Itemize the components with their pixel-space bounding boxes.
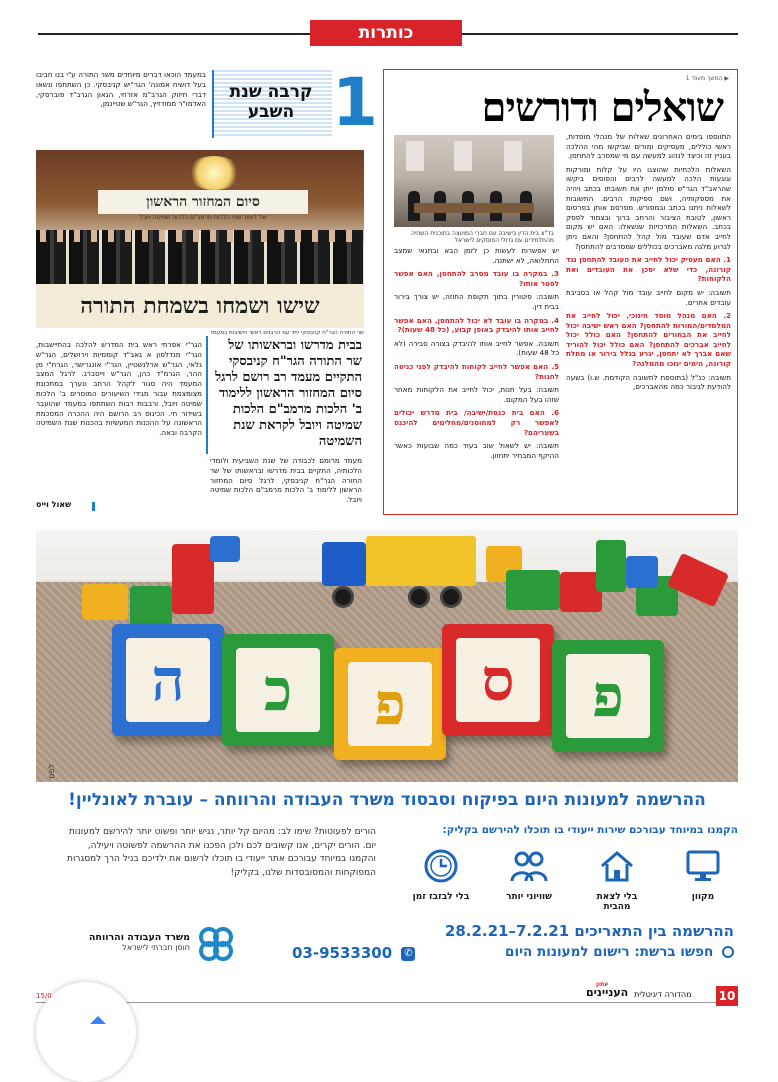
qa-right-column — [566, 132, 731, 396]
phone-icon: ✆ — [401, 947, 415, 961]
edition-label: מהדורה דיגיטלית — [634, 990, 692, 999]
page-number: 10 — [716, 986, 738, 1006]
block-letter: כ — [236, 648, 320, 732]
event-photo-caption: שר התורה הגר"ח קניבסקי יחד עם הרבנים ראשי הישיבות במעמד — [209, 330, 364, 336]
ministry-slogan: חוסן חברתי לישראל — [122, 943, 190, 952]
section-tab: כותרות — [310, 20, 462, 46]
letter-block — [334, 648, 446, 760]
question-2: 2. האם מנהל מוסד חינוכי, יכול לחייב את המלמדים/המורות להתחסן? האם ראש ישיבה יכול לחייב את הבחורים להתחסן? האם כולל יכול לחייב אברכים להתחסן? האם כולל יכול להוריד שאם אברך לא יתחסן, יגרע בגלל בירור או מחלת קורונה, הימים יגוכו מהמלגה? — [566, 311, 731, 369]
toy-truck-cab — [322, 542, 366, 586]
artist-signature: לפס — [46, 764, 56, 779]
photo-window — [504, 141, 522, 171]
letter-block — [112, 624, 224, 736]
feature-online — [668, 846, 738, 902]
block-letter: ס — [456, 638, 540, 722]
home-icon — [597, 846, 637, 886]
question-5: 5. האם אפשר לחייב לקוחות להיבדק לפני כניסה לחנות? — [394, 361, 559, 381]
answer-4: תשובה. אפשר לחייב אותו להיבדק בצורה סבירה (לא כל 48 שעות). — [394, 338, 559, 358]
toy-block-green — [506, 570, 560, 610]
block-letter: פ — [566, 654, 650, 738]
ad-parents-text: הורים לפעוטות? שימו לב: מהיום קל יותר, נגיש יותר ופשוט יותר להירשם למעונות יום. הורים יקרים, אנו קשובים לכם ולכן הפכנו את ההרשמה לפשוטה ויעילה, והקמנו במיוחד עבורכם אתר ייעודי בו תוכלו לרשום את ילדיכם בניל הרך למסגרות המפוקחות והמסובסדות שלנו, בקליק! — [67, 827, 376, 878]
question-3: 3. במקרה בו עובד מסרב להתחסן, האם אפשר לפטר אותו? — [394, 269, 559, 288]
people-icon — [509, 846, 549, 886]
photo-window — [454, 141, 472, 171]
footer-date: 15/0 — [36, 992, 52, 1000]
siyum-event-photo — [36, 150, 364, 328]
article-number: 1 — [332, 64, 378, 141]
article-intro: במעמד הוכאו דברים מיוחדים משר התורה ע"י בנו חביבו בעל דושיח אמונה' הגר"יש קניבסקי. כן השתתפו ונשאו דברי חיזוק הגרב"מ אזרחי, הגאון הגרב"ד פוברסקי, האדמו"ר ממודזיץ, הגר"ש שטיינמן, — [36, 70, 206, 109]
toy-block-yellow — [82, 584, 128, 620]
chandelier — [186, 156, 242, 190]
ad-toys-photo — [36, 530, 738, 782]
crowd-faces — [36, 230, 364, 242]
event-banner-title: סיום המחזור הראשון — [98, 190, 308, 214]
search-icon — [722, 946, 734, 958]
qa-article-box — [383, 69, 738, 515]
ad-subhead: הקמנו במיוחד עבורכם שירות ייעודי בו תוכלו להירשם בקליק: — [442, 824, 738, 836]
photo-window — [406, 141, 424, 171]
block-letter: פ — [348, 662, 432, 746]
paper-name: העניינים — [586, 986, 629, 999]
quote-bar — [206, 336, 208, 454]
question-4: 4. במקרה בו עובד לא יכול להתחסן, האם אפשר לחייב אותו להיבדק באופן קבוע, (כל 48 שעות)? — [394, 315, 559, 335]
answer-1: תשובה: יש מקום לחייב עובד מול קהל או בסביבת עובדים אחרים. — [566, 287, 731, 307]
answer-5: תשובה: בעל חנות, יכול לחייב את הלקוחות מאחר שזהו בעל המקום. — [394, 385, 559, 404]
question-6: 6. האם בית כנסת/ישיבה/ בית מדרש יכולים לאפשר רק למחוסנים/מחלימים להיכנס בשעריהם? — [394, 408, 559, 437]
search-instruction — [396, 944, 734, 960]
search-text: חפשו ברשת: רישום למעונות היום — [505, 944, 714, 960]
continued-note: ▶ המשך מעמ' 1 — [685, 75, 729, 82]
qa-paragraph: יש אפשרות לעשות כן לזמן הבא ובתנאי שמצב התחלואה, לא ישתנה. — [394, 246, 559, 265]
toy-block-blue — [626, 556, 658, 588]
letter-block — [442, 624, 554, 736]
ad-features — [396, 846, 738, 912]
truck-wheel — [332, 586, 354, 608]
ministry-name-block — [60, 932, 190, 952]
block-letter: ה — [126, 638, 210, 722]
ad-headline: ההרשמה למעונות היום בפיקוח וסבסוד משרד העבודה והרווחה – עוברת לאונליין! — [68, 790, 706, 810]
question-1: 1. האם מעסיק יכול לחייב את העובד להתחסן נגד קורונה, כדי שלא יסכן את העובדים ואת הלקוחות? — [566, 255, 731, 284]
feature-from-home — [582, 846, 652, 912]
qa-headline: שואלים ודורשים — [481, 84, 723, 131]
qa-paragraph: השאלות הלכתיות שהוצגו היו על קלות ומורקות וגוגעות הלכה למעשה לרבים והפוסים ביקשו שהראב"ד הגר"ש סולמן ייתן את תשובתו בכתב ויהיה את מספקותיה, ושם ספיקות הרבים. התשובות לשאלות ניתנו בכתב ובמפורש. מפרסם אותן בפרסום ראשון, לטובת הציבור והרחב ברוך ובצמוד לפסק בכתב. השאלות המרכזיות שנשאלו: האם יש מקום לחייב אדם שעובד מול קהל להתחסן? והאם ניתן לגרוע מלגה מאברכים בכוללים שמסרבים להתחסן? — [566, 164, 731, 251]
ministry-logo-icon — [196, 924, 236, 964]
monitor-icon — [683, 846, 723, 886]
feature-label: בלי לצאת מהבית — [596, 892, 638, 912]
registration-dates: ההרשמה בין התאריכים 7.2.21–28.2.21 — [444, 922, 734, 940]
toy-block-green — [596, 540, 626, 592]
feature-equal — [494, 846, 564, 902]
feature-label: שוויוני יותר — [506, 892, 552, 902]
qa-paragraph: התווספו בימים האחרונים שאלות של מנהלי מוסדות, ראשי כוללים, מעסיקים ומורים שביקשו מהי ההלכה בעניין זה וכיצד לנהוג למעשה עם מי שמסרב להתחסן. — [566, 132, 731, 161]
phone-text: 03-9533300 — [292, 944, 393, 962]
paper-superscript: עתון — [596, 981, 609, 988]
toy-block-green — [130, 586, 172, 626]
truck-wheel — [408, 586, 430, 608]
rabbis-meeting-photo — [394, 135, 554, 227]
truck-wheel — [440, 586, 462, 608]
up-arrow-icon[interactable] — [90, 1016, 106, 1024]
toy-truck-bed — [366, 536, 476, 586]
letter-block — [552, 640, 664, 752]
event-banner-subtitle: של לימוד שתי הלכות מרמב"ם הלכות שמיטה ויובל — [139, 214, 267, 221]
phone-number[interactable] — [292, 944, 415, 962]
article-lead-quote: בבית מדרשו ובראשותו של שר התורה הגר"ח קניבסקי התקיים מעמד רב רושם לרגל סיום המחזור הראשון ללימוד ב' הלכות מרמב"ם הלכות שמיטה ויובל לקראת שנת השמיטה — [215, 338, 362, 449]
ministry-name: משרד העבודה והרווחה — [88, 932, 190, 943]
letter-block — [222, 634, 334, 746]
article-headline: קרבה שנת השבע — [229, 82, 313, 122]
toy-block-red — [172, 544, 214, 614]
clock-icon — [421, 846, 461, 886]
event-banner-bottom: שישו ושמחו בשמחת התורה — [36, 284, 364, 328]
footer-rule — [36, 1002, 738, 1003]
answer-2: תשובה: כנ"ל (בתוספת לתשובה הקודמת. ש.ו) בשעה להודעת לגיבור כמה מהאברכים, — [566, 372, 731, 392]
feature-label: בלי לבזבז זמן — [412, 892, 470, 902]
toy-block-blue — [210, 536, 240, 562]
qa-photo-caption: בד"צ בית הדין בישיבה עם חברי המועצה בתוכנית השחיה מהתלמידים עם גדולי הפוסקים לישראל — [410, 230, 554, 244]
article-body-left: הגר"י אפרתי ראש בית המדרש להלכה בהתיישבות, הגר"י מנדלסון א גאב"ד קוממיות וירושלים, הגר"ש גלאי, הגר"ש ארלנשטיין, הגר"י אונגרישר, הגרח"י מן ההר, הגרמ"ד כהן, הגר"ש וייסברג. לרגל המצב המעמד היה סגור לקהל הרחב ונערך במתכונת מצומצמת עבור מגידי השיעורים המוסרים ב' הלכות שמיטה ויובל, ורבבות רבות השתתפו במעמד שהועבר בשידור חי. הכינוס רב הרושם היה ההכרה המסכמת הראשונה על ההכנות המעשיות בהכנות שנת השמיטה הקרבה ובאה. — [36, 340, 202, 438]
photo-table — [414, 203, 534, 213]
byline-bar — [92, 502, 95, 511]
feature-label: מקוון — [691, 892, 715, 902]
feature-no-wasted-time — [406, 846, 476, 902]
answer-3: תשובה: פיטורין בתוך תקופת החוזה, יש צורך בירור בבית דין. — [394, 292, 559, 311]
qa-left-column — [394, 246, 559, 464]
article-body-middle: מעמד מרומם לכבודה של שנת השביעית ולומדי הלכותיה, התקיים בבית מדרשו ובראשותו של שר התורה הגר"ח קניבסקי, לרגל סיום המחזור הראשון ללימוד ב' הלכות מרמב"ם הלכות שמיטה ויובל. — [210, 456, 362, 505]
answer-6: תשובה: יש לשאול שוב בעוד כמה שבועות כאשר ההיקף המבחיר יתחוון. — [394, 441, 559, 460]
article-byline: שאול וייס — [36, 500, 72, 509]
